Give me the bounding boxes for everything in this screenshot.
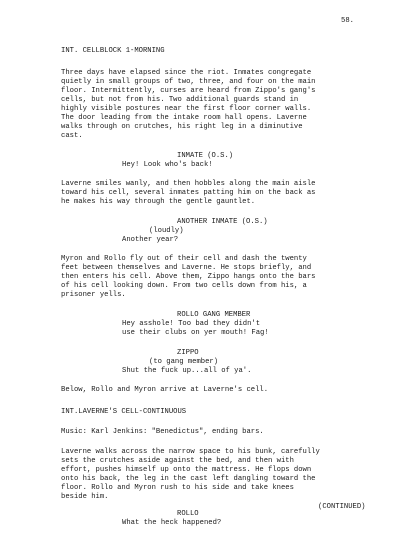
action-line: walks through on crutches, his right leg in a diminutive [61,123,303,131]
parenthetical: (loudly) [149,227,184,235]
action-line: floor. Rollo and Myron rush to his side and take knees [61,484,294,492]
action-line: Music: Karl Jenkins: "Benedictus", ending bars. [61,428,264,436]
action-line: beside him. [61,493,109,501]
dialogue-line: use their clubs on yer mouth! Fag! [122,329,269,337]
action-line: feet between themselves and Laverne. He stops briefly, and [61,264,312,272]
action-line: effort, pushes himself up onto the mattress. He flops down [61,466,312,474]
action-line: of his cell looking down. From two cells down from his, a [61,282,307,290]
action-line: Myron and Rollo fly out of their cell and dash the twenty [61,255,307,263]
continued-marker: (CONTINUED) [318,503,366,511]
action-line: then enters his cell. Above them, Zippo hangs onto the bars [61,273,316,281]
parenthetical: (to gang member) [149,358,219,366]
action-line: he makes his way through the gentle gauntlet. [61,198,256,206]
action-line: cells, but not from his. Two additional guards stand in [61,96,299,104]
page-number: 58. [341,17,354,25]
action-line: sets the crutches aside against the bed, and then with [61,457,294,465]
character-name: ZIPPO [177,349,199,357]
action-line: Laverne smiles wanly, and then hobbles along the main aisle [61,180,316,188]
action-line: floor. Intermittently, curses are heard from Zippo's gang's [61,87,316,95]
character-name: ROLLO GANG MEMBER [177,311,251,319]
scene-heading: INT. CELLBLOCK 1-MORNING [61,47,165,55]
dialogue-line: Hey! Look who's back! [122,161,213,169]
action-line: highly visible postures near the first floor corner walls. [61,105,312,113]
character-name: ROLLO [177,510,199,518]
action-line: cast. [61,132,83,140]
character-name: ANOTHER INMATE (O.S.) [177,218,268,226]
action-line: toward his cell, several inmates patting him on the back as [61,189,316,197]
action-line: The door leading from the intake room hall opens. Laverne [61,114,307,122]
action-line: Three days have elapsed since the riot. Inmates congregate [61,69,312,77]
action-line: Below, Rollo and Myron arrive at Laverne's cell. [61,386,269,394]
action-line: Laverne walks across the narrow space to his bunk, carefully [61,448,320,456]
character-name: INMATE (O.S.) [177,152,234,160]
dialogue-line: What the heck happened? [122,519,222,527]
dialogue-line: Hey asshole! Too bad they didn't [122,320,261,328]
action-line: quietly in small groups of two, three, and four on the main [61,78,316,86]
dialogue-line: Shut the fuck up...all of ya'. [122,367,252,375]
action-line: prisoner yells. [61,291,126,299]
dialogue-line: Another year? [122,236,179,244]
action-line: onto his back, the leg in the cast left dangling toward the [61,475,316,483]
scene-heading: INT.LAVERNE'S CELL-CONTINUOUS [61,408,187,416]
